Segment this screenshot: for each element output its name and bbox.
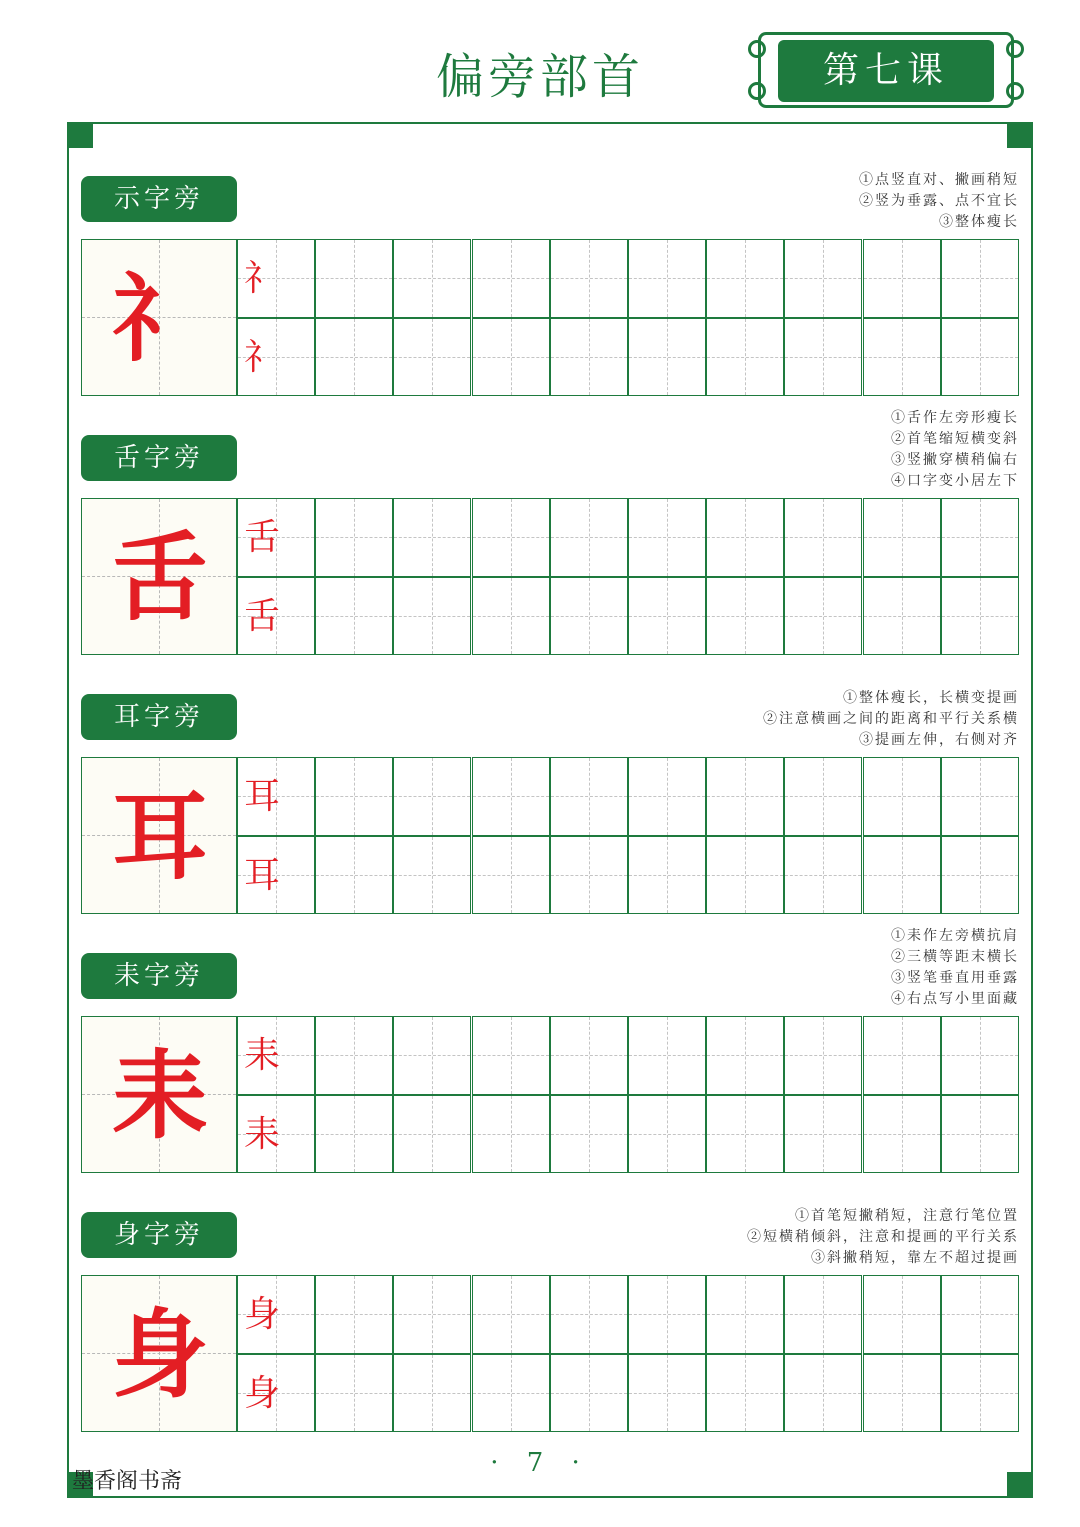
- radical-tag: 示字旁: [81, 176, 237, 222]
- practice-cell: [393, 1095, 471, 1174]
- practice-cell: [550, 318, 628, 397]
- model-cell: [81, 1016, 237, 1173]
- model-cell: [81, 239, 237, 396]
- trace-character: 耒: [243, 1113, 280, 1155]
- practice-cell: [784, 1275, 862, 1354]
- trace-cell: [237, 1354, 315, 1433]
- practice-cell: [863, 1354, 941, 1433]
- lesson-badge: [748, 32, 1026, 112]
- practice-cell: [706, 1354, 784, 1433]
- practice-cell: [706, 318, 784, 397]
- practice-cell: [628, 318, 706, 397]
- model-character: 礻: [112, 262, 208, 375]
- practice-cell: [784, 239, 862, 318]
- page-title: 偏旁部首: [435, 49, 644, 105]
- practice-cell: [472, 1275, 550, 1354]
- writing-tips: [499, 688, 1019, 751]
- model-cell: [81, 757, 237, 914]
- trace-character: 舌: [243, 595, 280, 637]
- page-number-value: 7: [526, 1448, 554, 1478]
- practice-cell: [550, 836, 628, 915]
- practice-cell: [472, 836, 550, 915]
- practice-grid: [81, 239, 1019, 396]
- practice-cell: [941, 577, 1019, 656]
- practice-cell: [550, 757, 628, 836]
- practice-cell: [784, 757, 862, 836]
- practice-cell: [628, 1354, 706, 1433]
- practice-cell: [628, 239, 706, 318]
- tip-line: ④口字变小居左下: [891, 473, 1019, 489]
- writing-tips: [499, 1206, 1019, 1269]
- practice-cell: [706, 1095, 784, 1174]
- practice-cell: [941, 1354, 1019, 1433]
- practice-cell: [550, 239, 628, 318]
- practice-cell: [941, 318, 1019, 397]
- trace-cell: [237, 318, 315, 397]
- practice-cell: [784, 318, 862, 397]
- practice-cell: [550, 577, 628, 656]
- trace-cell: [237, 498, 315, 577]
- practice-cell: [315, 1016, 393, 1095]
- practice-cell: [550, 1095, 628, 1174]
- practice-cell: [706, 498, 784, 577]
- practice-cell: [941, 1275, 1019, 1354]
- practice-cell: [941, 1095, 1019, 1174]
- radical-tag: 身字旁: [81, 1212, 237, 1258]
- page-number: · 7 ·: [490, 1448, 590, 1478]
- practice-cell: [393, 318, 471, 397]
- tip-line: ②注意横画之间的距离和平行关系横: [763, 711, 1019, 727]
- corner-ornament: [67, 122, 93, 148]
- trace-cell: [237, 239, 315, 318]
- tip-line: ①点竖直对、撇画稍短: [859, 172, 1019, 188]
- model-character: 身: [112, 1298, 208, 1411]
- watermark: 墨香阁书斋: [72, 1469, 183, 1494]
- practice-cell: [315, 757, 393, 836]
- writing-tips: [499, 170, 1019, 233]
- practice-cell: [315, 498, 393, 577]
- tip-line: ③斜撇稍短，靠左不超过提画: [811, 1250, 1019, 1266]
- trace-character: 耳: [243, 776, 280, 817]
- practice-cell: [706, 836, 784, 915]
- practice-cell: [863, 836, 941, 915]
- practice-cell: [941, 757, 1019, 836]
- practice-cell: [941, 239, 1019, 318]
- practice-section: [81, 410, 1021, 675]
- tip-line: ②首笔缩短横变斜: [891, 431, 1019, 447]
- practice-cell: [784, 836, 862, 915]
- practice-cell: [628, 836, 706, 915]
- practice-section: [81, 690, 1021, 934]
- practice-cell: [315, 1095, 393, 1174]
- tip-line: ④右点写小里面藏: [891, 991, 1019, 1007]
- practice-cell: [550, 1016, 628, 1095]
- tip-line: ②三横等距末横长: [891, 949, 1019, 965]
- practice-cell: [706, 1016, 784, 1095]
- practice-section: [81, 928, 1021, 1193]
- writing-tips: [499, 408, 1019, 492]
- practice-cell: [393, 757, 471, 836]
- practice-cell: [315, 239, 393, 318]
- practice-cell: [863, 757, 941, 836]
- radical-tag: 耒字旁: [81, 953, 237, 999]
- tip-line: ③提画左伸，右侧对齐: [859, 732, 1019, 748]
- trace-character: 身: [243, 1294, 280, 1335]
- trace-character: 耒: [243, 1035, 280, 1076]
- practice-cell: [706, 577, 784, 656]
- practice-cell: [863, 1095, 941, 1174]
- practice-cell: [472, 318, 550, 397]
- model-character: 耳: [112, 780, 208, 893]
- scroll-ornament-icon: [1006, 82, 1024, 100]
- practice-cell: [863, 239, 941, 318]
- practice-cell: [393, 1275, 471, 1354]
- trace-cell: [237, 836, 315, 915]
- practice-cell: [628, 1016, 706, 1095]
- practice-section: [81, 1208, 1021, 1452]
- practice-grid: [81, 498, 1019, 655]
- scroll-ornament-icon: [1006, 40, 1024, 58]
- practice-cell: [628, 1095, 706, 1174]
- trace-cell: [237, 1275, 315, 1354]
- radical-tag: 舌字旁: [81, 435, 237, 481]
- tip-line: ①整体瘦长，长横变提画: [843, 690, 1019, 706]
- practice-cell: [315, 1354, 393, 1433]
- practice-cell: [628, 498, 706, 577]
- practice-cell: [941, 498, 1019, 577]
- practice-cell: [863, 577, 941, 656]
- practice-cell: [941, 1016, 1019, 1095]
- practice-cell: [784, 498, 862, 577]
- practice-cell: [393, 498, 471, 577]
- trace-character: 礻: [243, 336, 280, 378]
- practice-cell: [472, 1016, 550, 1095]
- practice-cell: [472, 757, 550, 836]
- practice-cell: [315, 1275, 393, 1354]
- practice-grid: [81, 757, 1019, 914]
- practice-cell: [863, 1016, 941, 1095]
- tip-line: ③竖笔垂直用垂露: [891, 970, 1019, 986]
- model-cell: [81, 1275, 237, 1432]
- practice-cell: [393, 239, 471, 318]
- trace-character: 舌: [243, 517, 280, 558]
- tip-line: ②短横稍倾斜，注意和提画的平行关系: [747, 1229, 1019, 1245]
- practice-section: [81, 172, 1021, 416]
- trace-character: 礻: [243, 258, 280, 299]
- tip-line: ①舌作左旁形瘦长: [891, 410, 1019, 426]
- writing-tips: [499, 926, 1019, 1010]
- practice-cell: [315, 318, 393, 397]
- model-character: 舌: [112, 521, 208, 634]
- model-cell: [81, 498, 237, 655]
- practice-cell: [472, 577, 550, 656]
- practice-cell: [784, 1095, 862, 1174]
- trace-cell: [237, 577, 315, 656]
- practice-cell: [706, 757, 784, 836]
- practice-cell: [706, 1275, 784, 1354]
- practice-cell: [706, 239, 784, 318]
- practice-cell: [550, 498, 628, 577]
- practice-cell: [550, 1275, 628, 1354]
- practice-cell: [863, 1275, 941, 1354]
- trace-cell: [237, 1095, 315, 1174]
- scroll-ornament-icon: [748, 40, 766, 58]
- tip-line: ③整体瘦长: [939, 214, 1019, 230]
- trace-cell: [237, 757, 315, 836]
- tip-line: ①首笔短撇稍短，注意行笔位置: [795, 1208, 1019, 1224]
- practice-cell: [472, 1095, 550, 1174]
- practice-cell: [393, 1354, 471, 1433]
- practice-cell: [472, 498, 550, 577]
- practice-cell: [393, 1016, 471, 1095]
- radical-tag: 耳字旁: [81, 694, 237, 740]
- corner-ornament: [1007, 122, 1033, 148]
- practice-cell: [628, 577, 706, 656]
- practice-cell: [550, 1354, 628, 1433]
- practice-cell: [315, 577, 393, 656]
- practice-cell: [393, 836, 471, 915]
- practice-cell: [784, 1016, 862, 1095]
- practice-grid: [81, 1275, 1019, 1432]
- lesson-label: 第七课: [778, 40, 994, 102]
- model-character: 耒: [112, 1039, 208, 1152]
- tip-line: ③竖撇穿横稍偏右: [891, 452, 1019, 468]
- practice-grid: [81, 1016, 1019, 1173]
- trace-cell: [237, 1016, 315, 1095]
- practice-cell: [863, 498, 941, 577]
- scroll-ornament-icon: [748, 82, 766, 100]
- practice-cell: [628, 1275, 706, 1354]
- practice-cell: [941, 836, 1019, 915]
- practice-cell: [784, 577, 862, 656]
- tip-line: ②竖为垂露、点不宜长: [859, 193, 1019, 209]
- practice-cell: [784, 1354, 862, 1433]
- practice-cell: [393, 577, 471, 656]
- trace-character: 耳: [243, 854, 280, 896]
- tip-line: ①耒作左旁横抗肩: [891, 928, 1019, 944]
- practice-cell: [472, 239, 550, 318]
- practice-cell: [315, 836, 393, 915]
- practice-cell: [472, 1354, 550, 1433]
- practice-cell: [863, 318, 941, 397]
- trace-character: 身: [243, 1372, 280, 1414]
- practice-cell: [628, 757, 706, 836]
